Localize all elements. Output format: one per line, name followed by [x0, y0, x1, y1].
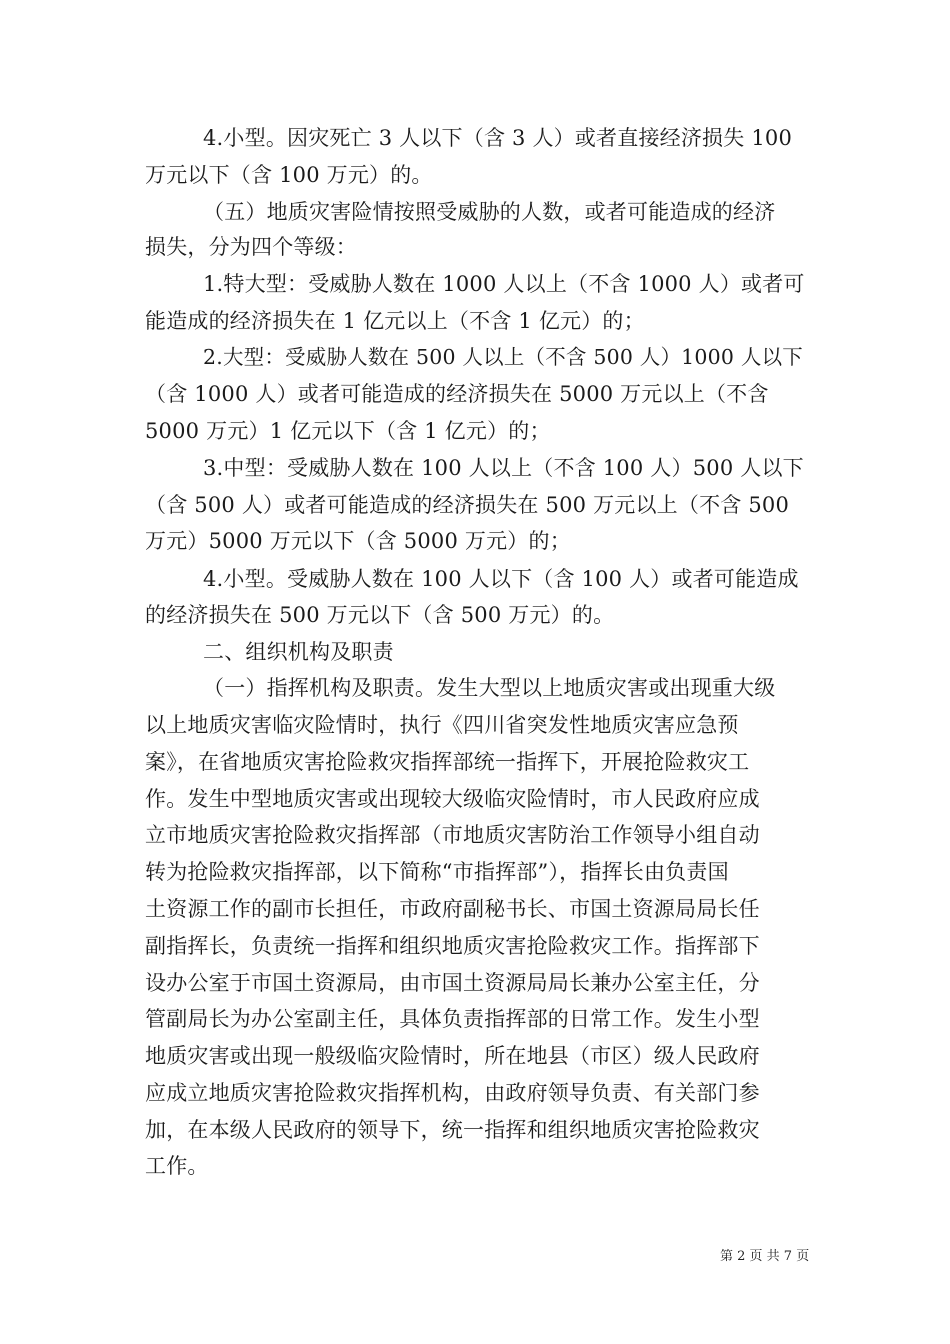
paragraph-line: 3.中型：受威胁人数在 100 人以上（不含 100 人）500 人以下 [203, 456, 804, 480]
paragraph-line: 立市地质灾害抢险救灾指挥部（市地质灾害防治工作领导小组自动 [145, 823, 760, 847]
paragraph-line: （五）地质灾害险情按照受威胁的人数，或者可能造成的经济 [203, 200, 776, 224]
paragraph-line: （一）指挥机构及职责。发生大型以上地质灾害或出现重大级 [203, 676, 776, 700]
paragraph-line: 工作。 [145, 1154, 209, 1178]
paragraph-line: 作。发生中型地质灾害或出现较大级临灾险情时，市人民政府应成 [145, 787, 760, 811]
section-heading: 二、组织机构及职责 [203, 640, 394, 664]
paragraph-line: 能造成的经济损失在 1 亿元以上（不含 1 亿元）的； [145, 309, 645, 333]
paragraph-line: 4.小型。因灾死亡 3 人以下（含 3 人）或者直接经济损失 100 [203, 126, 793, 150]
paragraph-line: （含 500 人）或者可能造成的经济损失在 500 万元以上（不含 500 [145, 493, 790, 517]
paragraph-line: 副指挥长，负责统一指挥和组织地质灾害抢险救灾工作。指挥部下 [145, 934, 760, 958]
paragraph-line: 损失，分为四个等级： [145, 235, 357, 259]
paragraph-line: 应成立地质灾害抢险救灾指挥机构，由政府领导负责、有关部门参 [145, 1081, 760, 1105]
paragraph-line: 1.特大型：受威胁人数在 1000 人以上（不含 1000 人）或者可 [203, 272, 805, 296]
paragraph-line: 4.小型。受威胁人数在 100 人以下（含 100 人）或者可能造成 [203, 567, 799, 591]
paragraph-line: 以上地质灾害临灾险情时，执行《四川省突发性地质灾害应急预 [145, 713, 739, 737]
page-number-footer: 第 2 页 共 7 页 [720, 1249, 810, 1264]
paragraph-line: （含 1000 人）或者可能造成的经济损失在 5000 万元以上（不含 [145, 382, 769, 406]
paragraph-line: 万元）5000 万元以下（含 5000 万元）的； [145, 529, 571, 553]
paragraph-line: 地质灾害或出现一般级临灾险情时，所在地县（市区）级人民政府 [145, 1044, 760, 1068]
paragraph-line: 设办公室于市国土资源局，由市国土资源局局长兼办公室主任，分 [145, 971, 760, 995]
paragraph-line: 万元以下（含 100 万元）的。 [145, 163, 433, 187]
paragraph-line: 案》，在省地质灾害抢险救灾指挥部统一指挥下，开展抢险救灾工 [145, 750, 750, 774]
paragraph-line: 2.大型：受威胁人数在 500 人以上（不含 500 人）1000 人以下 [203, 345, 803, 369]
paragraph-line: 转为抢险救灾指挥部，以下简称“市指挥部”），指挥长由负责国 [145, 860, 729, 884]
paragraph-line: 土资源工作的副市长担任，市政府副秘书长、市国土资源局局长任 [145, 897, 760, 921]
paragraph-line: 5000 万元）1 亿元以下（含 1 亿元）的； [145, 419, 551, 443]
paragraph-line: 管副局长为办公室副主任，具体负责指挥部的日常工作。发生小型 [145, 1007, 760, 1031]
paragraph-line: 加，在本级人民政府的领导下，统一指挥和组织地质灾害抢险救灾 [145, 1118, 760, 1142]
paragraph-line: 的经济损失在 500 万元以下（含 500 万元）的。 [145, 603, 615, 627]
